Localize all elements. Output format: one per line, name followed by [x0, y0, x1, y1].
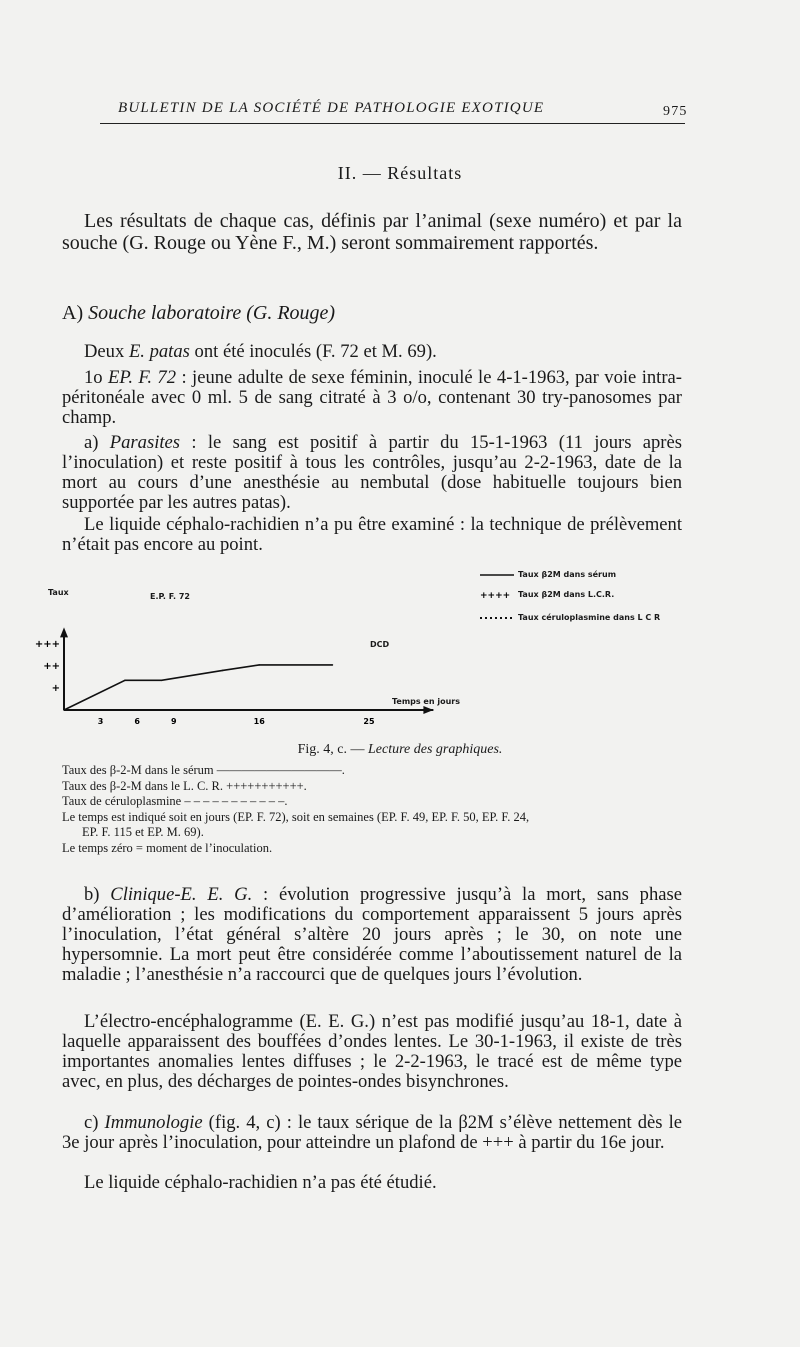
- x-tick-label: 16: [253, 717, 265, 726]
- x-tick-label: 3: [97, 717, 104, 726]
- chart-canvas: [30, 560, 720, 750]
- legend-entry-lcr: Taux β2M dans L.C.R.: [518, 590, 615, 599]
- legend-line: Taux des β-2-M dans le L. C. R. +++++++++++.: [62, 778, 307, 793]
- page-number: 975: [663, 104, 688, 119]
- data-point: [258, 664, 260, 666]
- paragraph-deux-patas: Deux E. patas ont été inoculés (F. 72 et M. 69).: [84, 341, 437, 362]
- data-point: [161, 680, 163, 682]
- y-axis-arrow: [60, 627, 68, 637]
- figure-caption: Fig. 4, c. — Lecture des graphiques.: [297, 742, 503, 757]
- legend-entry-ceruloplasmine: Taux céruloplasmine dans L C R: [518, 613, 661, 622]
- y-tick-label: ++: [43, 661, 60, 672]
- paragraph-eeg: L’électro-encéphalogramme (E. E. G.) n’est pas modifié jusqu’au 18-1, date à laquelle apparaissent des bouffées d’ondes lentes. Le 30-1-1963, il existe de très importantes anomalies lentes diffuses ; le 2-2-1963, le tracé est de même type avec, en plus, des décharges de pointes-ondes bisynchrones.: [62, 1011, 682, 1092]
- x-axis-label: Temps en jours: [392, 697, 460, 706]
- dcd-annotation: DCD: [370, 640, 390, 649]
- chart-title: E.P. F. 72: [150, 592, 190, 601]
- legend-line: Taux de céruloplasmine – – – – – – – – – – –.: [62, 794, 288, 808]
- x-tick-label: 9: [171, 717, 177, 726]
- header-rule: [100, 123, 685, 124]
- paragraph-parasites: a) Parasites : le sang est positif à partir du 15-1-1963 (11 jours après l’inoculation) et reste positif à tous les contrôles, jusqu’au 2-2-1963, date de la mort au cours d’une anesthésie au nembutal (dose habituelle toujours bien supportée par les autres patas).: [62, 432, 682, 513]
- legend-entry-serum: Taux β2M dans sérum: [518, 570, 617, 579]
- legend-swatch-plus: ++++: [480, 591, 511, 601]
- y-axis-label: Taux: [48, 588, 69, 597]
- paragraph-final: Le liquide céphalo-rachidien n’a pas été étudié.: [84, 1172, 437, 1193]
- intro-paragraph: Les résultats de chaque cas, définis par l’animal (sexe numéro) et par la souche (G. Rouge ou Yène F., M.) seront sommairement rapportés.: [62, 210, 682, 254]
- subsection-heading: A) Souche laboratoire (G. Rouge): [62, 302, 336, 324]
- figure-legend-notes: [62, 763, 702, 856]
- paragraph-lcr: Le liquide céphalo-rachidien n’a pu être examiné : la technique de prélèvement n’était pas encore au point.: [62, 514, 682, 555]
- x-tick-label: 25: [363, 717, 375, 726]
- legend-line: Le temps zéro = moment de l’inoculation.: [62, 840, 273, 855]
- legend-line: EP. F. 115 et EP. M. 69).: [82, 825, 204, 839]
- journal-title: BULLETIN DE LA SOCIÉTÉ DE PATHOLOGIE EXOTIQUE: [118, 100, 545, 116]
- series-line-serum: [64, 665, 332, 710]
- data-point: [222, 670, 224, 672]
- y-tick-label: +++: [34, 639, 60, 650]
- data-point: [332, 664, 334, 666]
- paragraph-clinique: b) Clinique-E. E. G. : évolution progressive jusqu’à la mort, sans phase d’amélioration ; les modifications du comportement apparaissent 5 jours après l’inoculation, l’état général s’altère 20 jours après ; le 30, on note une hypersomnie. La mort peut être considérée comme l’aboutissement naturel de la maladie ; l’anesthésie n’a raccourci que de quelques jours l’évolution.: [62, 884, 682, 985]
- figure-4c-chart: [30, 560, 720, 750]
- legend-line: Taux des β-2-M dans le sérum ——————————.: [62, 763, 345, 777]
- section-title: II. — Résultats: [337, 163, 463, 183]
- x-axis-arrow: [423, 706, 433, 714]
- data-point: [124, 680, 126, 682]
- paragraph-immunologie: c) Immunologie (fig. 4, c) : le taux sérique de la β2M s’élève nettement dès le 3e jour après l’inoculation, pour atteindre un plafond de +++ à partir du 16e jour.: [62, 1112, 682, 1153]
- legend-line: Le temps est indiqué soit en jours (EP. F. 72), soit en semaines (EP. F. 49, EP. F. 50, EP. F. 24,: [62, 809, 530, 824]
- x-tick-label: 6: [134, 717, 140, 726]
- data-point: [63, 709, 65, 711]
- y-tick-label: +: [51, 683, 60, 694]
- paragraph-case-ep-f72: 1o EP. F. 72 : jeune adulte de sexe féminin, inoculé le 4-1-1963, par voie intra-péritonéale avec 0 ml. 5 de sang citraté à 3 o/o, contenant 30 try-panosomes par champ.: [62, 367, 682, 428]
